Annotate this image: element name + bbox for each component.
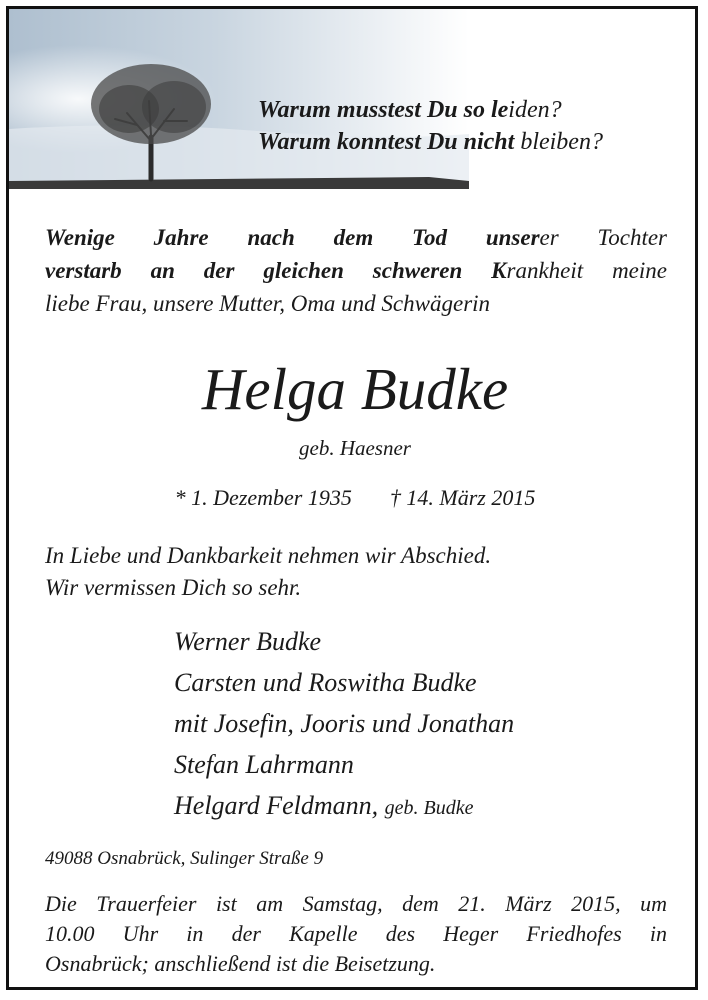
funeral-info-line-2: 10.00 Uhr in der Kapelle des Heger Friedhofes in [45, 921, 667, 946]
deceased-name: Helga Budke [201, 356, 509, 422]
quote-line-1: Warum musstest Du so leiden? [258, 97, 562, 123]
mourner-line: Carsten und Roswitha Budke [174, 668, 477, 697]
quote-line-2: Warum konntest Du nicht bleiben? [258, 129, 603, 155]
life-dates [9, 483, 701, 513]
intro-line-1: Wenige Jahre nach dem Tod unserer Tochter [45, 225, 667, 250]
farewell-line-1: In Liebe und Dankbarkeit nehmen wir Abschied. [45, 543, 492, 568]
mourner-line: Stefan Lahrmann [174, 750, 354, 779]
funeral-info-line-1: Die Trauerfeier ist am Samstag, dem 21. März 2015, um [45, 891, 667, 916]
funeral-info-line-3: Osnabrück; anschließend ist die Beisetzung. [45, 951, 436, 976]
death-date: † 14. März 2015 [389, 485, 536, 510]
mourner-line: Helgard Feldmann, geb. Budke [174, 791, 474, 820]
mourner-line: Werner Budke [174, 627, 322, 656]
birth-date: * 1. Dezember 1935 [174, 485, 352, 510]
farewell-line-2: Wir vermissen Dich so sehr. [45, 575, 302, 600]
mourner-line: mit Josefin, Jooris und Jonathan [174, 709, 515, 738]
intro-line-3: liebe Frau, unsere Mutter, Oma und Schwägerin [45, 291, 491, 316]
notice-frame [6, 6, 698, 990]
maiden-name: geb. Haesner [299, 436, 411, 460]
address: 49088 Osnabrück, Sulinger Straße 9 [45, 848, 324, 869]
intro-line-2: verstarb an der gleichen schweren Krankheit meine [45, 258, 667, 283]
